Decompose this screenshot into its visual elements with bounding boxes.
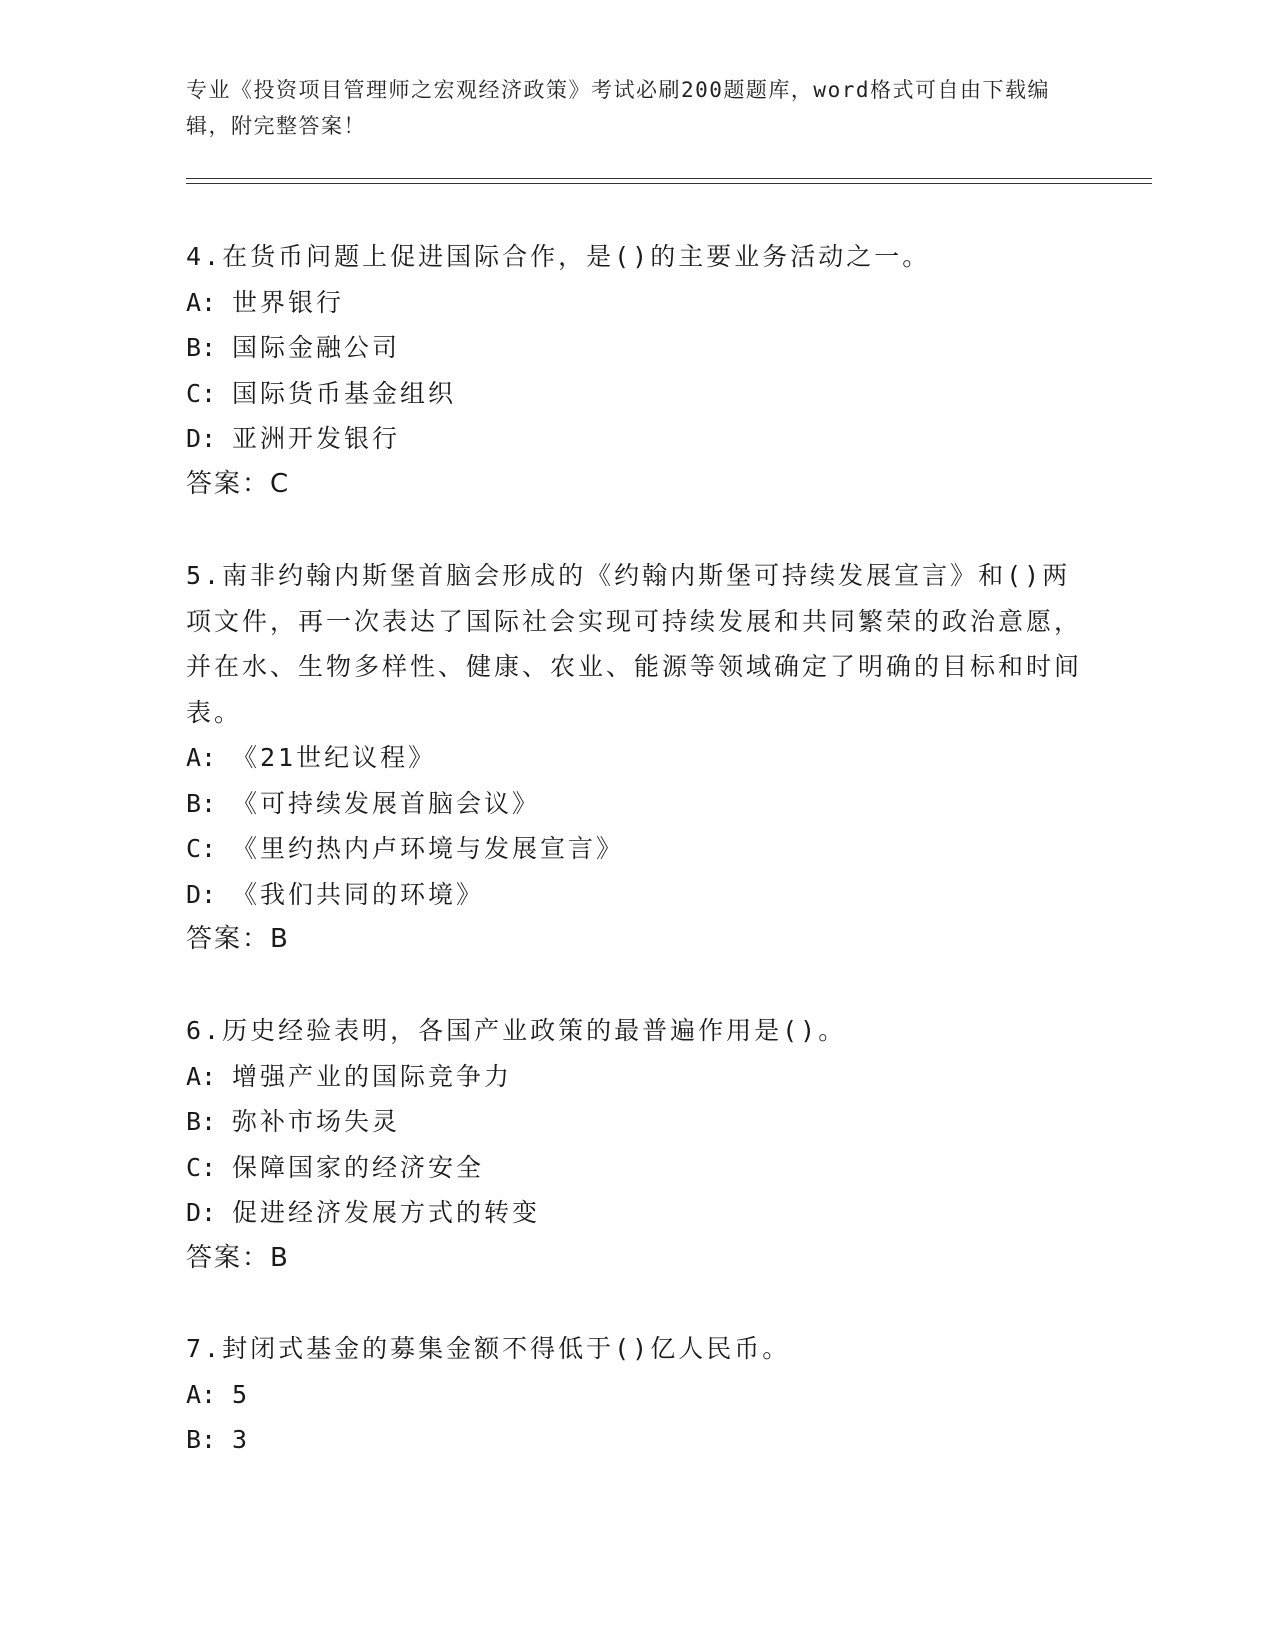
option-b — [186, 1417, 1086, 1463]
option-text: 国际金融公司 — [232, 333, 401, 362]
question-5 — [186, 553, 1086, 963]
question-stem: 5.南非约翰内斯堡首脑会形成的《约翰内斯堡可持续发展宣言》和()两项文件，再一次表达了国际社会实现可持续发展和共同繁荣的政治意愿，并在水、生物多样性、健康、农业、能源等领域确定了明确的目标和时间表。 — [186, 561, 1083, 727]
option-text: 亚洲开发银行 — [232, 424, 401, 453]
option-text: 3 — [232, 1425, 251, 1454]
option-letter: A: — [186, 1061, 217, 1091]
question-4 — [186, 234, 1086, 507]
option-letter: C: — [186, 378, 217, 408]
option-text: 弥补市场失灵 — [232, 1107, 401, 1136]
option-text: 《里约热内卢环境与发展宣言》 — [232, 834, 625, 863]
option-a — [186, 735, 1086, 781]
option-text: 《可持续发展首脑会议》 — [232, 788, 541, 818]
document-title: 专业《投资项目管理师之宏观经济政策》考试必刷200题题库，word格式可自由下载编辑，附完整答案！ — [186, 78, 1050, 138]
option-a — [186, 280, 1086, 326]
question-7 — [186, 1326, 1086, 1463]
question-stem: 6.历史经验表明，各国产业政策的最普遍作用是()。 — [186, 1016, 847, 1045]
option-b — [186, 781, 1086, 827]
option-b — [186, 325, 1086, 371]
answer-line: 答案：B — [186, 1242, 290, 1273]
option-c — [186, 371, 1086, 417]
option-a — [186, 1054, 1086, 1100]
option-a — [186, 1372, 1086, 1418]
question-stem: 4.在货币问题上促进国际合作，是()的主要业务活动之一。 — [186, 242, 931, 271]
option-letter: B: — [186, 333, 217, 362]
option-letter: A: — [186, 287, 217, 317]
option-letter: A: — [186, 1379, 217, 1409]
header-divider-bottom — [186, 183, 1152, 184]
header-divider-top — [186, 178, 1152, 179]
option-c — [186, 826, 1086, 872]
question-6 — [186, 1008, 1086, 1281]
option-d — [186, 1190, 1086, 1236]
document-header — [186, 72, 1086, 144]
option-text: 5 — [232, 1379, 251, 1409]
option-letter: B: — [186, 1107, 217, 1136]
option-text: 《我们共同的环境》 — [232, 879, 485, 909]
option-letter: C: — [186, 834, 217, 863]
option-d — [186, 872, 1086, 918]
option-c — [186, 1145, 1086, 1191]
option-text: 促进经济发展方式的转变 — [232, 1198, 541, 1227]
option-text: 增强产业的国际竞争力 — [232, 1061, 513, 1091]
option-letter: D: — [186, 879, 217, 909]
option-text: 世界银行 — [232, 287, 345, 317]
option-letter: D: — [186, 424, 217, 453]
option-letter: C: — [186, 1152, 217, 1182]
option-letter: B: — [186, 1425, 217, 1454]
option-text: 保障国家的经济安全 — [232, 1152, 485, 1182]
option-text: 国际货币基金组织 — [232, 378, 457, 408]
option-letter: D: — [186, 1198, 217, 1227]
option-b — [186, 1099, 1086, 1145]
question-stem: 7.封闭式基金的募集金额不得低于()亿人民币。 — [186, 1334, 791, 1363]
option-letter: B: — [186, 788, 217, 818]
answer-line: 答案：C — [186, 468, 291, 499]
option-letter: A: — [186, 743, 217, 772]
option-d — [186, 416, 1086, 462]
option-text: 《21世纪议程》 — [232, 743, 437, 772]
answer-line: 答案：B — [186, 924, 290, 954]
